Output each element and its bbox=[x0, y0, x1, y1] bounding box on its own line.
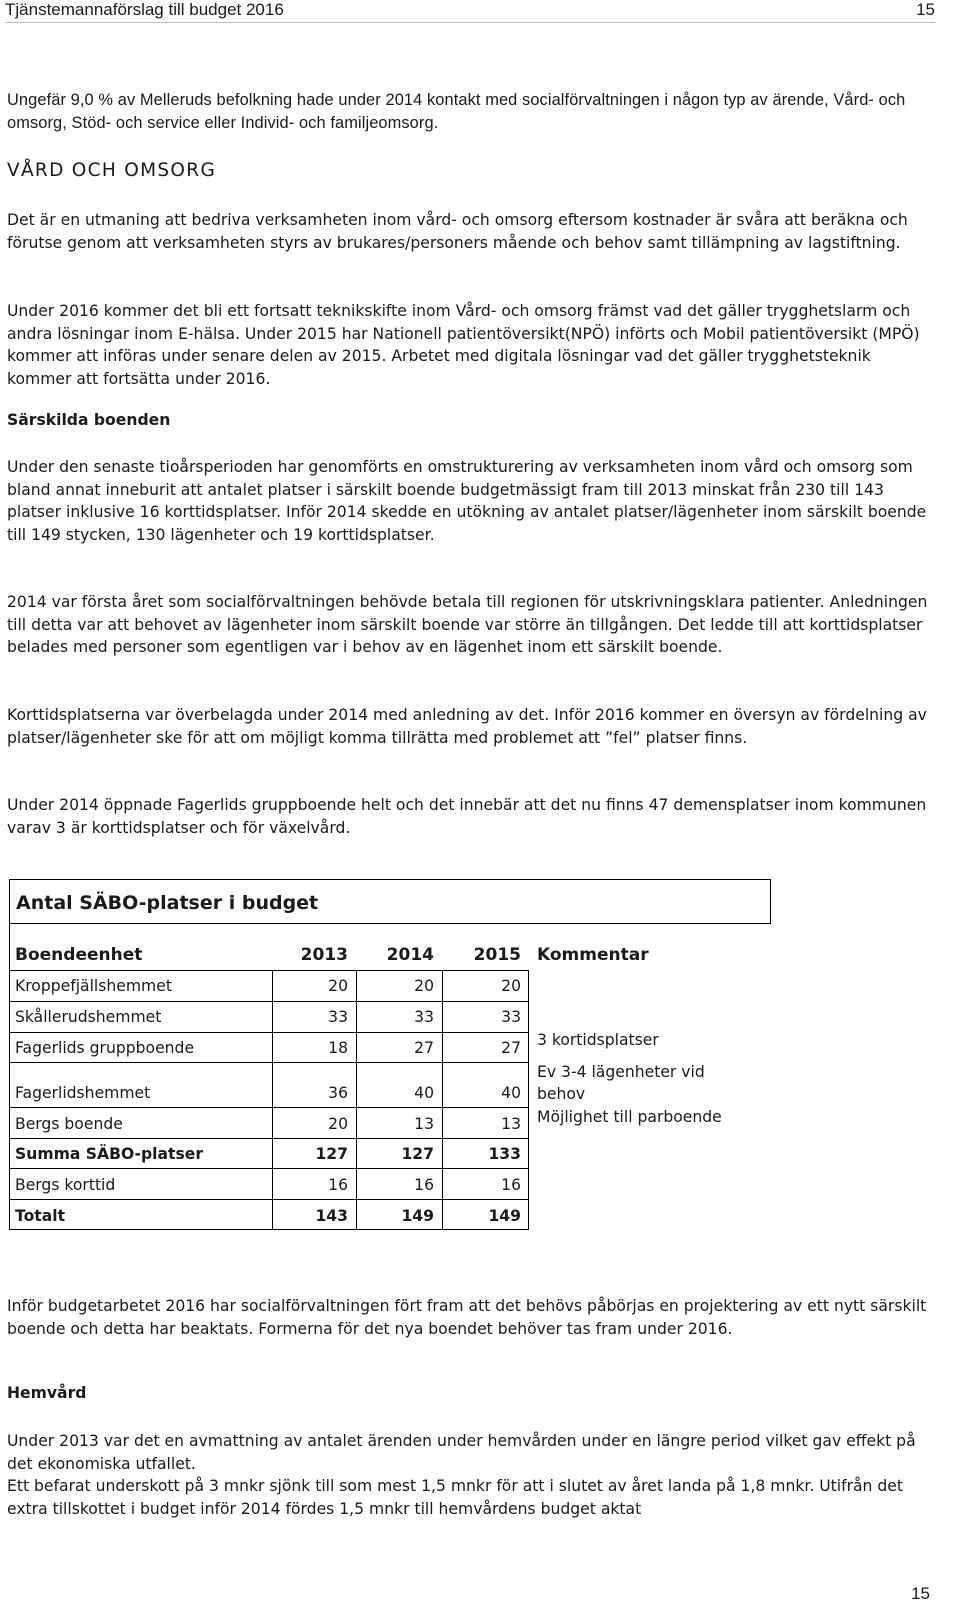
row-2015: 13 bbox=[501, 1115, 521, 1133]
table-col-divider bbox=[356, 970, 357, 1229]
row-2013: 20 bbox=[328, 977, 348, 995]
paragraph-4: 2014 var första året som socialförvaltningen behövde betala till regionen för utskrivningsklara patienter. Anledningen till detta var att behovet av lägenheter inom särskilt boende var större än tillgången. Det ledde till att korttidsplatser belades med personer som egentligen var i behov av en lägenhet inom ett särskilt boende. bbox=[7, 593, 928, 657]
table-col-divider bbox=[272, 970, 273, 1229]
page-header bbox=[5, 0, 935, 23]
subheading-sarskilda-boenden: Särskilda boenden bbox=[7, 411, 171, 429]
row-name: Bergs korttid bbox=[15, 1176, 116, 1194]
table-row-line bbox=[9, 1229, 529, 1230]
table-border-right bbox=[770, 879, 771, 923]
table-col-divider bbox=[528, 970, 529, 1229]
row-2014: 27 bbox=[414, 1039, 434, 1057]
row-name: Fagerlids gruppboende bbox=[15, 1039, 195, 1057]
paragraph-3: Under den senaste tioårsperioden har genomförts en omstrukturering av verksamheten inom vård och omsorg som bland annat inneburit att antalet platser i särskilt boende budgetmässigt fram till 2013 minskat från 230 till 143 platser inklusive 16 korttidsplatser. Inför 2014 skedde en utökning av antalet platser/lägenheter inom särskilt boende till 149 stycken, 130 lägenheter och 19 korttidsplatser. bbox=[7, 458, 927, 544]
row-comment: Möjlighet till parboende bbox=[537, 1108, 722, 1126]
table-title-box bbox=[9, 879, 771, 924]
row-2014: 13 bbox=[414, 1115, 434, 1133]
table-row-line bbox=[9, 1001, 529, 1002]
row-name: Summa SÄBO-platser bbox=[15, 1145, 204, 1163]
row-2015: 16 bbox=[501, 1176, 521, 1194]
paragraph-6: Under 2014 öppnade Fagerlids gruppboende helt och det innebär att det nu finns 47 demensplatser inom kommunen varav 3 är korttidsplatser och för växelvård. bbox=[7, 796, 927, 837]
row-2013: 20 bbox=[328, 1115, 348, 1133]
row-2014: 127 bbox=[401, 1145, 434, 1163]
row-name: Skållerudshemmet bbox=[15, 1008, 162, 1026]
table-col-divider bbox=[442, 970, 443, 1229]
subheading-hemvard: Hemvård bbox=[7, 1384, 87, 1402]
table-border-left bbox=[9, 879, 10, 1229]
table-title: Antal SÄBO-platser i budget bbox=[16, 892, 319, 914]
header-boendeenhet: Boendeenhet bbox=[15, 945, 143, 965]
row-2015: 149 bbox=[488, 1207, 521, 1225]
paragraph-1: Det är en utmaning att bedriva verksamheten inom vård- och omsorg eftersom kostnader är svåra att beräkna och förutse genom att verksamheten styrs av brukares/personers mående och behov samt tillämpning av lagstiftning. bbox=[7, 211, 908, 252]
row-2015: 33 bbox=[501, 1008, 521, 1026]
row-2014: 20 bbox=[414, 977, 434, 995]
paragraph-2: Under 2016 kommer det bli ett fortsatt teknikskifte inom Vård- och omsorg främst vad det gäller trygghetslarm och andra lösningar inom E-hälsa. Under 2015 har Nationell patientöversikt(NPÖ) införts och Mobil patientöversikt (MPÖ) kommer att införas under senare delen av 2015. Arbetet med digitala lösningar vad det gäller trygghetsteknik kommer att fortsätta under 2016. bbox=[7, 302, 920, 388]
row-2014: 40 bbox=[414, 1084, 434, 1102]
row-name: Kroppefjällshemmet bbox=[15, 977, 172, 995]
row-comment: 3 kortidsplatser bbox=[537, 1031, 659, 1049]
row-2015: 40 bbox=[501, 1084, 521, 1102]
row-2013: 16 bbox=[328, 1176, 348, 1194]
header-title: Tjänstemannaförslag till budget 2016 bbox=[5, 0, 284, 19]
table-row-line bbox=[9, 1168, 529, 1169]
row-name: Totalt bbox=[15, 1207, 66, 1225]
row-2015: 20 bbox=[501, 977, 521, 995]
row-2013: 33 bbox=[328, 1008, 348, 1026]
header-kommentar: Kommentar bbox=[537, 945, 649, 965]
row-2013: 143 bbox=[315, 1207, 348, 1225]
row-2015: 27 bbox=[501, 1039, 521, 1057]
row-2014: 33 bbox=[414, 1008, 434, 1026]
paragraph-9: Ett befarat underskott på 3 mnkr sjönk till som mest 1,5 mnkr för att i slutet av året landa på 1,8 mnkr. Utifrån det extra tillskottet i budget inför 2014 fördes 1,5 mnkr till hemvårdens budget aktat bbox=[7, 1477, 904, 1518]
header-2013: 2013 bbox=[300, 945, 348, 965]
header-2015: 2015 bbox=[473, 945, 521, 965]
header-2014: 2014 bbox=[386, 945, 434, 965]
header-page-number: 15 bbox=[916, 0, 935, 19]
intro-paragraph: Ungefär 9,0 % av Melleruds befolkning hade under 2014 kontakt med socialförvaltningen i någon typ av ärende, Vård- och omsorg, Stöd- och service eller Individ- och familjeomsorg. bbox=[7, 91, 906, 132]
table-row-line bbox=[9, 970, 529, 971]
row-comment: Ev 3-4 lägenheter vid behov bbox=[537, 1063, 705, 1103]
footer-page-number: 15 bbox=[911, 1584, 930, 1603]
paragraph-7: Inför budgetarbetet 2016 har socialförvaltningen fört fram att det behövs påbörjas en projektering av ett nytt särskilt boende och detta har beaktats. Formerna för det nya boendet behöver tas fram under 2016. bbox=[7, 1297, 927, 1338]
row-name: Bergs boende bbox=[15, 1115, 123, 1133]
row-2015: 133 bbox=[488, 1145, 521, 1163]
paragraph-5: Korttidsplatserna var överbelagda under 2014 med anledning av det. Inför 2016 kommer en översyn av fördelning av platser/lägenheter ske för att om möjligt komma tillrätta med problemet att ”fel” platser finns. bbox=[7, 706, 927, 747]
row-name: Fagerlidshemmet bbox=[15, 1084, 151, 1102]
table-row-line bbox=[9, 1138, 529, 1139]
table-row-line bbox=[9, 1199, 529, 1200]
row-2014: 16 bbox=[414, 1176, 434, 1194]
table-title-divider bbox=[9, 923, 771, 924]
row-2013: 18 bbox=[328, 1039, 348, 1057]
table-row-line bbox=[9, 1062, 529, 1063]
paragraph-8: Under 2013 var det en avmattning av antalet ärenden under hemvården under en längre period vilket gav effekt på det ekonomiska utfallet. bbox=[7, 1432, 916, 1473]
row-2013: 36 bbox=[328, 1084, 348, 1102]
table-row-line bbox=[9, 1032, 529, 1033]
table-row-line bbox=[9, 1107, 529, 1108]
row-2014: 149 bbox=[401, 1207, 434, 1225]
section-title: VÅRD OCH OMSORG bbox=[7, 160, 217, 181]
row-2013: 127 bbox=[315, 1145, 348, 1163]
